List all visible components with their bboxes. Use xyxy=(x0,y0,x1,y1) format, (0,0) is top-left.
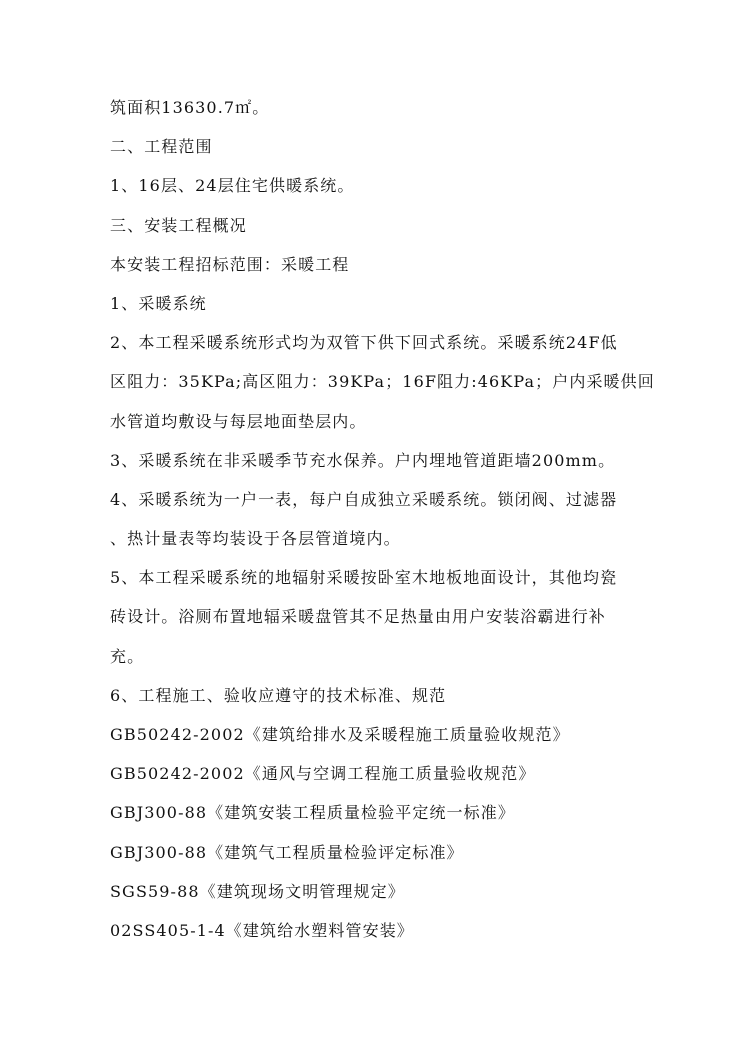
text-line: 本安装工程招标范围：采暖工程 xyxy=(110,254,350,274)
text-line: 砖设计。浴厕布置地辐采暖盘管其不足热量由用户安装浴霸进行补 xyxy=(110,607,606,627)
list-item: 5、本工程采暖系统的地辐射采暖按卧室木地板地面设计，其他均瓷 xyxy=(110,568,618,588)
list-item: 4、采暖系统为一户一表，每户自成独立采暖系统。锁闭阀、过滤器 xyxy=(110,489,618,509)
text-line: 充。 xyxy=(110,646,145,666)
standard-reference: GBJ300-88《建筑气工程质量检验评定标准》 xyxy=(110,842,464,862)
list-item: 6、工程施工、验收应遵守的技术标准、规范 xyxy=(110,685,447,705)
standard-reference: GBJ300-88《建筑安装工程质量检验平定统一标准》 xyxy=(110,803,515,823)
standard-reference: SGS59-88《建筑现场文明管理规定》 xyxy=(110,881,405,901)
standard-reference: GB50242-2002《建筑给排水及采暖程施工质量验收规范》 xyxy=(110,725,570,744)
standard-reference: 02SS405-1-4《建筑给水塑料管安装》 xyxy=(110,920,414,940)
section-heading: 二、工程范围 xyxy=(110,137,213,157)
text-line: 水管道均敷设与每层地面垫层内。 xyxy=(110,411,367,431)
standard-reference: GB50242-2002《通风与空调工程施工质量验收规范》 xyxy=(110,764,536,784)
text-line: 筑面积13630.7㎡。 xyxy=(110,98,270,117)
list-item: 1、采暖系统 xyxy=(110,293,207,313)
text-line: 区阻力：35KPa;高区阻力：39KPa；16F阻力:46KPa；户内采暖供回 xyxy=(110,372,655,392)
section-heading: 三、安装工程概况 xyxy=(110,215,247,235)
list-item: 3、采暖系统在非采暖季节充水保养。户内埋地管道距墙200mm。 xyxy=(110,450,616,470)
text-line: 、热计量表等均装设于各层管道境内。 xyxy=(110,529,401,549)
document-body xyxy=(110,88,655,950)
list-item: 2、本工程采暖系统形式均为双管下供下回式系统。采暖系统24F低 xyxy=(110,333,618,353)
text-line: 1、16层、24层住宅供暖系统。 xyxy=(110,176,355,196)
